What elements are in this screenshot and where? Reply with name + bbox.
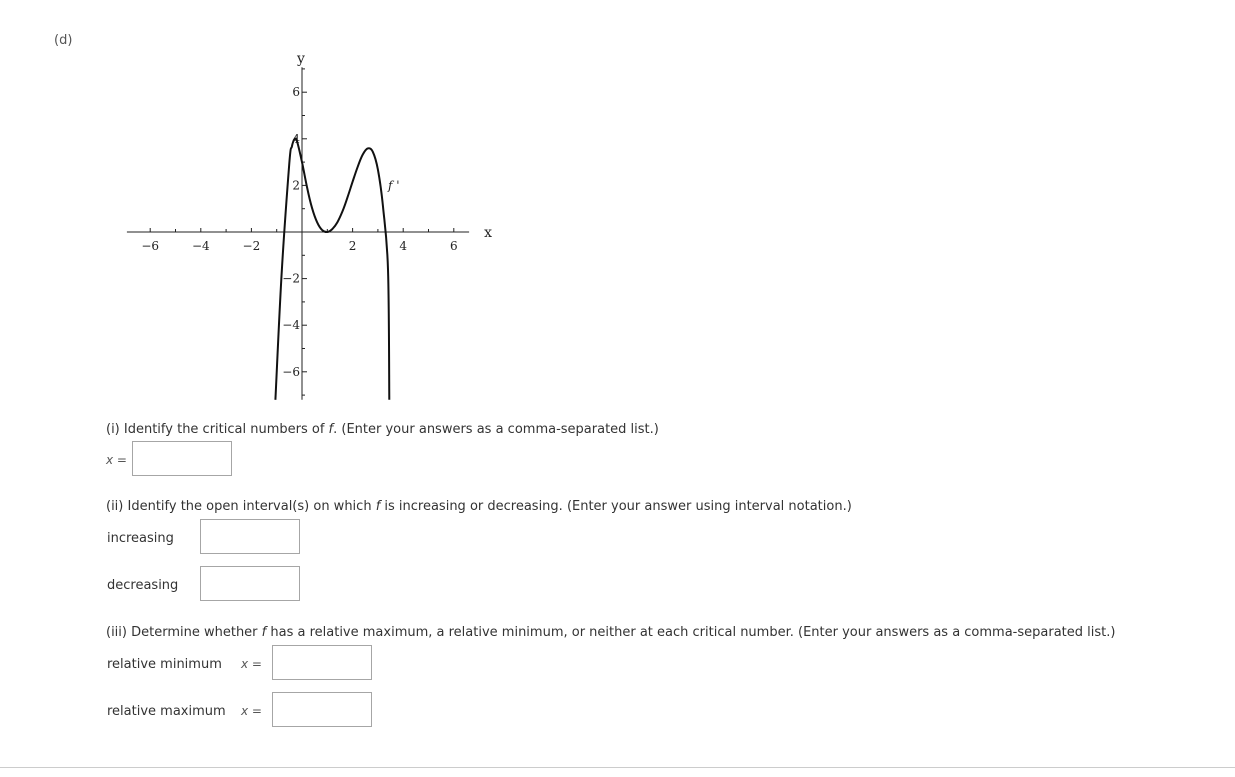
relative-minimum-x-equals: x = — [241, 657, 262, 671]
x-axis-label: x — [484, 225, 493, 241]
question-i: (i) Identify the critical numbers of f. (Enter your answers as a comma-separated list.) — [106, 422, 659, 437]
x-tick-label: −6 — [141, 239, 160, 253]
x-tick-label: 2 — [348, 239, 357, 253]
relative-maximum-input[interactable] — [272, 692, 372, 727]
bottom-divider — [0, 767, 1235, 768]
relative-minimum-label: relative minimum — [107, 657, 222, 672]
y-tick-label: 4 — [292, 131, 300, 146]
part-label: (d) — [54, 33, 73, 48]
increasing-label: increasing — [107, 531, 174, 546]
x-tick-label: −2 — [242, 239, 261, 253]
x-equals-label: x = — [106, 453, 127, 467]
critical-numbers-input[interactable] — [132, 441, 232, 476]
x-tick-label: −4 — [191, 239, 210, 253]
axes — [127, 67, 469, 400]
tick-labels — [141, 51, 492, 379]
y-axis-label: y — [297, 51, 305, 68]
increasing-input[interactable] — [200, 519, 300, 554]
derivative-graph — [125, 30, 495, 405]
y-tick-label: −2 — [282, 271, 300, 286]
decreasing-input[interactable] — [200, 566, 300, 601]
relative-maximum-x-equals: x = — [241, 704, 262, 718]
curve-label: f ' — [388, 178, 400, 193]
decreasing-label: decreasing — [107, 578, 179, 593]
y-tick-label: −6 — [282, 364, 300, 379]
y-tick-label: −4 — [282, 318, 300, 333]
relative-maximum-label: relative maximum — [107, 704, 226, 719]
relative-minimum-input[interactable] — [272, 645, 372, 680]
x-tick-label: 4 — [399, 239, 408, 253]
y-tick-label: 6 — [292, 85, 300, 100]
x-tick-label: 6 — [449, 239, 458, 253]
y-tick-label: 2 — [292, 178, 300, 193]
question-iii: (iii) Determine whether f has a relative maximum, a relative minimum, or neither at each critical number. (Enter your answers as a comma-separated list.) — [106, 625, 1116, 640]
question-ii: (ii) Identify the open interval(s) on which f is increasing or decreasing. (Enter your answer using interval notation.) — [106, 499, 852, 514]
